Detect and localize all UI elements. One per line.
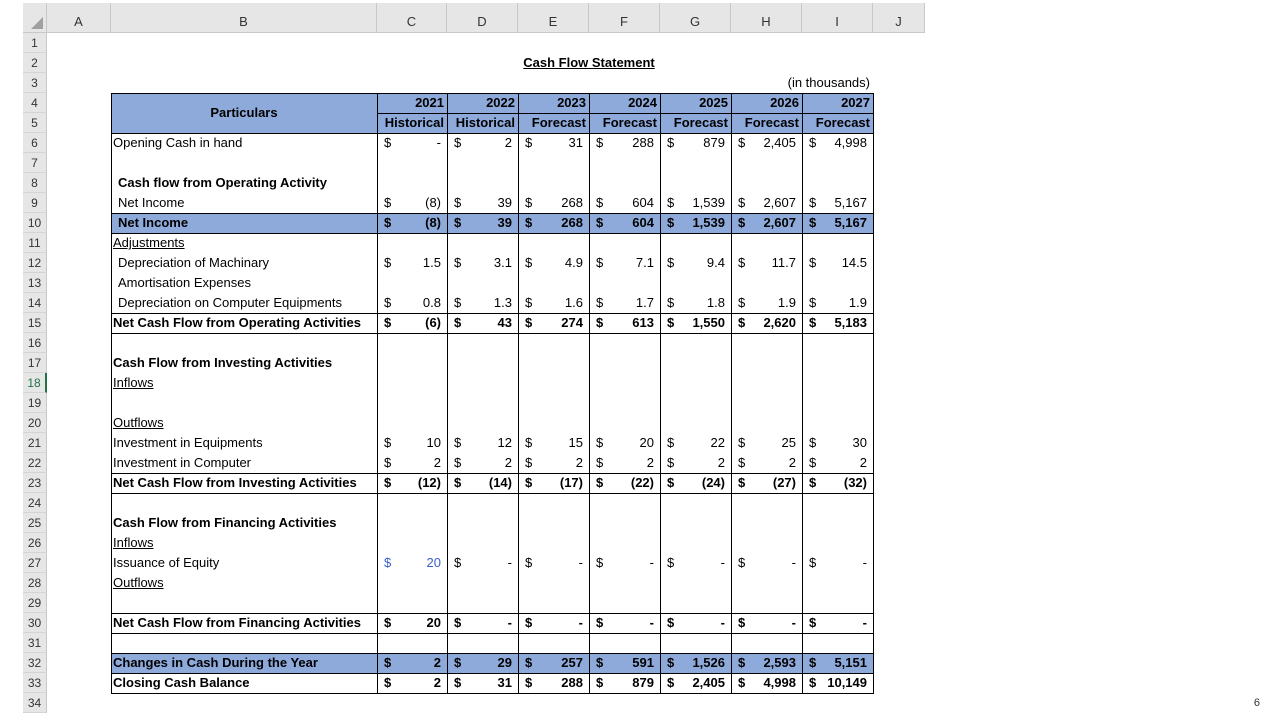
row-label[interactable]: Changes in Cash During the Year xyxy=(113,655,318,670)
currency-symbol: $ xyxy=(454,135,462,150)
column-divider xyxy=(589,93,590,693)
row-header-31[interactable]: 31 xyxy=(23,633,47,653)
currency-symbol: $ xyxy=(596,435,604,450)
sheet-title[interactable]: Cash Flow Statement xyxy=(523,55,655,70)
header-type[interactable]: Forecast xyxy=(673,115,728,130)
value-cell[interactable]: 268 xyxy=(561,215,583,230)
currency-symbol: $ xyxy=(454,615,462,630)
value-cell[interactable]: 3.1 xyxy=(493,255,512,270)
column-header-c[interactable]: C xyxy=(377,3,447,33)
row-header-7[interactable]: 7 xyxy=(23,153,47,173)
currency-symbol: $ xyxy=(809,435,817,450)
currency-symbol: $ xyxy=(809,455,817,470)
header-particulars[interactable]: Particulars xyxy=(210,105,278,120)
value-cell[interactable]: (27) xyxy=(772,475,796,490)
value-cell[interactable]: 10,149 xyxy=(827,675,867,690)
currency-symbol: $ xyxy=(454,255,462,270)
row-label[interactable]: Cash flow from Operating Activity xyxy=(118,175,327,190)
row-label[interactable]: Net Cash Flow from Investing Activities xyxy=(113,475,357,490)
table-border-left xyxy=(111,93,112,693)
currency-symbol: $ xyxy=(809,655,817,670)
row-label[interactable]: Closing Cash Balance xyxy=(113,675,250,690)
value-cell[interactable]: 2 xyxy=(504,455,512,470)
currency-symbol: $ xyxy=(525,555,533,570)
currency-symbol: $ xyxy=(809,555,817,570)
column-header-d[interactable]: D xyxy=(447,3,518,33)
value-cell[interactable]: 257 xyxy=(561,655,583,670)
currency-symbol: $ xyxy=(809,615,817,630)
header-divider xyxy=(377,113,873,114)
row-label[interactable]: Amortisation Expenses xyxy=(118,275,251,290)
currency-symbol: $ xyxy=(525,195,533,210)
currency-symbol: $ xyxy=(525,315,533,330)
value-cell[interactable]: - xyxy=(720,555,725,570)
table-border-right xyxy=(873,93,874,693)
value-cell[interactable]: (14) xyxy=(488,475,512,490)
currency-symbol: $ xyxy=(738,315,746,330)
row-header-34[interactable]: 34 xyxy=(23,693,47,713)
row-divider xyxy=(111,473,874,474)
row-header-5[interactable]: 5 xyxy=(23,113,47,133)
value-cell[interactable]: - xyxy=(649,615,654,630)
row-header-11[interactable]: 11 xyxy=(23,233,47,253)
row-label[interactable]: Adjustments xyxy=(113,235,185,250)
row-label[interactable]: Inflows xyxy=(113,535,154,550)
currency-symbol: $ xyxy=(738,435,746,450)
row-header-3[interactable]: 3 xyxy=(23,73,47,93)
header-type[interactable]: Historical xyxy=(384,115,444,130)
table-border-top xyxy=(111,93,874,94)
row-label[interactable]: Net Cash Flow from Financing Activities xyxy=(113,615,361,630)
currency-symbol: $ xyxy=(667,255,675,270)
row-label[interactable]: Net Cash Flow from Operating Activities xyxy=(113,315,362,330)
row-header-33[interactable]: 33 xyxy=(23,673,47,693)
value-cell[interactable]: 31 xyxy=(568,135,583,150)
value-cell[interactable]: 12 xyxy=(497,435,512,450)
row-header-13[interactable]: 13 xyxy=(23,273,47,293)
row-divider xyxy=(111,133,874,134)
currency-symbol: $ xyxy=(596,475,604,490)
currency-symbol: $ xyxy=(384,135,392,150)
value-cell[interactable]: 274 xyxy=(561,315,583,330)
header-type[interactable]: Forecast xyxy=(531,115,586,130)
column-header-g[interactable]: G xyxy=(660,3,731,33)
value-cell[interactable]: 1.3 xyxy=(493,295,512,310)
currency-symbol: $ xyxy=(384,455,392,470)
row-label[interactable]: Depreciation of Machinary xyxy=(118,255,270,270)
currency-symbol: $ xyxy=(454,315,462,330)
select-all-triangle-icon xyxy=(31,17,43,29)
currency-symbol: $ xyxy=(738,455,746,470)
row-header-25[interactable]: 25 xyxy=(23,513,47,533)
currency-symbol: $ xyxy=(738,555,746,570)
currency-symbol: $ xyxy=(667,675,675,690)
row-divider xyxy=(111,233,874,234)
value-cell[interactable]: (22) xyxy=(630,475,654,490)
value-cell[interactable]: 11.7 xyxy=(771,255,796,270)
currency-symbol: $ xyxy=(384,215,392,230)
value-cell[interactable]: 879 xyxy=(632,675,654,690)
row-header-16[interactable]: 16 xyxy=(23,333,47,353)
value-cell[interactable]: 9.4 xyxy=(706,255,725,270)
row-header-10[interactable]: 10 xyxy=(23,213,47,233)
row-header-27[interactable]: 27 xyxy=(23,553,47,573)
value-cell[interactable]: 4,998 xyxy=(834,135,867,150)
row-header-12[interactable]: 12 xyxy=(23,253,47,273)
value-cell[interactable]: 7.1 xyxy=(635,255,654,270)
value-cell[interactable]: - xyxy=(649,555,654,570)
column-divider xyxy=(518,93,519,693)
currency-symbol: $ xyxy=(525,615,533,630)
currency-symbol: $ xyxy=(454,675,462,690)
currency-symbol: $ xyxy=(667,455,675,470)
currency-symbol: $ xyxy=(809,195,817,210)
currency-symbol: $ xyxy=(525,435,533,450)
row-header-22[interactable]: 22 xyxy=(23,453,47,473)
currency-symbol: $ xyxy=(596,135,604,150)
currency-symbol: $ xyxy=(454,455,462,470)
currency-symbol: $ xyxy=(454,195,462,210)
value-cell[interactable]: 2 xyxy=(717,455,725,470)
value-cell[interactable]: 1,539 xyxy=(692,195,725,210)
value-cell[interactable]: - xyxy=(507,615,512,630)
row-header-17[interactable]: 17 xyxy=(23,353,47,373)
header-year-2025[interactable]: 2025 xyxy=(699,95,728,110)
value-cell[interactable]: 1.8 xyxy=(706,295,725,310)
currency-symbol: $ xyxy=(596,255,604,270)
currency-symbol: $ xyxy=(454,655,462,670)
row-label[interactable]: Issuance of Equity xyxy=(113,555,220,570)
value-cell[interactable]: (8) xyxy=(425,215,441,230)
row-divider xyxy=(111,333,874,334)
value-cell[interactable]: - xyxy=(791,615,796,630)
row-label[interactable]: Opening Cash in hand xyxy=(113,135,243,150)
currency-symbol: $ xyxy=(454,215,462,230)
value-cell[interactable]: 1.7 xyxy=(635,295,654,310)
currency-symbol: $ xyxy=(738,215,746,230)
currency-symbol: $ xyxy=(454,555,462,570)
currency-symbol: $ xyxy=(667,555,675,570)
value-cell[interactable]: 25 xyxy=(781,435,796,450)
header-type[interactable]: Forecast xyxy=(815,115,870,130)
currency-symbol: $ xyxy=(384,315,392,330)
column-divider xyxy=(660,93,661,693)
currency-symbol: $ xyxy=(525,675,533,690)
row-header-30[interactable]: 30 xyxy=(23,613,47,633)
currency-symbol: $ xyxy=(384,655,392,670)
value-cell[interactable]: 1.6 xyxy=(564,295,583,310)
currency-symbol: $ xyxy=(667,315,675,330)
value-cell[interactable]: - xyxy=(578,555,583,570)
value-cell[interactable]: - xyxy=(578,615,583,630)
value-cell[interactable]: - xyxy=(862,555,867,570)
currency-symbol: $ xyxy=(809,135,817,150)
value-cell[interactable]: 39 xyxy=(497,215,512,230)
header-year-2024[interactable]: 2024 xyxy=(628,95,657,110)
row-label[interactable]: Investment in Equipments xyxy=(113,435,263,450)
currency-symbol: $ xyxy=(738,675,746,690)
value-cell[interactable]: 2 xyxy=(433,655,441,670)
row-label[interactable]: Outflows xyxy=(113,415,164,430)
value-cell[interactable]: 1,526 xyxy=(692,655,725,670)
row-label[interactable]: Outflows xyxy=(113,575,164,590)
header-type[interactable]: Forecast xyxy=(602,115,657,130)
column-divider xyxy=(731,93,732,693)
column-divider xyxy=(377,93,378,693)
row-header-6[interactable]: 6 xyxy=(23,133,47,153)
value-cell[interactable]: (12) xyxy=(417,475,441,490)
currency-symbol: $ xyxy=(596,555,604,570)
currency-symbol: $ xyxy=(667,475,675,490)
value-cell[interactable]: 2 xyxy=(859,455,867,470)
value-cell[interactable]: 604 xyxy=(632,215,654,230)
currency-symbol: $ xyxy=(809,315,817,330)
value-cell[interactable]: 30 xyxy=(852,435,867,450)
header-year-2026[interactable]: 2026 xyxy=(770,95,799,110)
currency-symbol: $ xyxy=(809,215,817,230)
value-cell[interactable]: 5,167 xyxy=(834,195,867,210)
value-cell[interactable]: 2,405 xyxy=(692,675,725,690)
value-cell[interactable]: 2 xyxy=(646,455,654,470)
value-cell[interactable]: 43 xyxy=(497,315,512,330)
header-year-2022[interactable]: 2022 xyxy=(486,95,515,110)
value-cell[interactable]: 2,607 xyxy=(763,215,796,230)
row-header-8[interactable]: 8 xyxy=(23,173,47,193)
value-cell[interactable]: 5,151 xyxy=(834,655,867,670)
currency-symbol: $ xyxy=(738,615,746,630)
value-cell[interactable]: 0.8 xyxy=(422,295,441,310)
value-cell[interactable]: 2 xyxy=(788,455,796,470)
value-cell[interactable]: - xyxy=(720,615,725,630)
currency-symbol: $ xyxy=(738,255,746,270)
currency-symbol: $ xyxy=(738,135,746,150)
row-divider xyxy=(111,673,874,674)
currency-symbol: $ xyxy=(809,255,817,270)
currency-symbol: $ xyxy=(809,295,817,310)
currency-symbol: $ xyxy=(525,295,533,310)
page-number: 6 xyxy=(1253,697,1260,709)
row-label[interactable]: Cash Flow from Financing Activities xyxy=(113,515,337,530)
currency-symbol: $ xyxy=(454,475,462,490)
value-cell[interactable]: - xyxy=(791,555,796,570)
row-label[interactable]: Net Income xyxy=(118,195,185,210)
row-header-26[interactable]: 26 xyxy=(23,533,47,553)
column-header-e[interactable]: E xyxy=(518,3,589,33)
value-cell[interactable]: 604 xyxy=(632,195,654,210)
value-cell[interactable]: 5,183 xyxy=(834,315,867,330)
currency-symbol: $ xyxy=(596,675,604,690)
row-header-9[interactable]: 9 xyxy=(23,193,47,213)
currency-symbol: $ xyxy=(596,455,604,470)
column-header-h[interactable]: H xyxy=(731,3,802,33)
currency-symbol: $ xyxy=(384,615,392,630)
value-cell[interactable]: 2 xyxy=(433,675,441,690)
value-cell[interactable]: 2,593 xyxy=(763,655,796,670)
row-divider xyxy=(111,633,874,634)
currency-symbol: $ xyxy=(667,295,675,310)
value-cell[interactable]: 22 xyxy=(710,435,725,450)
value-cell[interactable]: 10 xyxy=(426,435,441,450)
currency-symbol: $ xyxy=(384,555,392,570)
value-cell[interactable]: 268 xyxy=(561,195,583,210)
currency-symbol: $ xyxy=(667,655,675,670)
value-cell[interactable]: 2 xyxy=(504,135,512,150)
row-divider xyxy=(111,613,874,614)
value-cell[interactable]: 20 xyxy=(639,435,654,450)
row-divider xyxy=(111,313,874,314)
value-cell[interactable]: (24) xyxy=(701,475,725,490)
header-type[interactable]: Historical xyxy=(455,115,515,130)
row-header-21[interactable]: 21 xyxy=(23,433,47,453)
value-cell[interactable]: 20 xyxy=(426,555,441,570)
row-label[interactable]: Cash Flow from Investing Activities xyxy=(113,355,333,370)
value-cell[interactable]: 591 xyxy=(632,655,654,670)
currency-symbol: $ xyxy=(454,435,462,450)
value-cell[interactable]: 1.9 xyxy=(777,295,796,310)
row-header-2[interactable]: 2 xyxy=(23,53,47,73)
currency-symbol: $ xyxy=(738,295,746,310)
value-cell[interactable]: 15 xyxy=(568,435,583,450)
currency-symbol: $ xyxy=(596,315,604,330)
column-divider xyxy=(447,93,448,693)
currency-symbol: $ xyxy=(384,195,392,210)
currency-symbol: $ xyxy=(596,655,604,670)
currency-symbol: $ xyxy=(596,615,604,630)
value-cell[interactable]: 2,620 xyxy=(763,315,796,330)
row-label[interactable]: Investment in Computer xyxy=(113,455,252,470)
value-cell[interactable]: 1,539 xyxy=(692,215,725,230)
value-cell[interactable]: 14.5 xyxy=(841,255,867,270)
value-cell[interactable]: 1,550 xyxy=(692,315,725,330)
row-header-29[interactable]: 29 xyxy=(23,593,47,613)
row-header-24[interactable]: 24 xyxy=(23,493,47,513)
row-header-1[interactable]: 1 xyxy=(23,33,47,53)
row-header-20[interactable]: 20 xyxy=(23,413,47,433)
value-cell[interactable]: 1.5 xyxy=(422,255,441,270)
value-cell[interactable]: 288 xyxy=(561,675,583,690)
value-cell[interactable]: - xyxy=(436,135,441,150)
header-year-2023[interactable]: 2023 xyxy=(557,95,586,110)
currency-symbol: $ xyxy=(525,655,533,670)
currency-symbol: $ xyxy=(525,215,533,230)
value-cell[interactable]: 4,998 xyxy=(763,675,796,690)
currency-symbol: $ xyxy=(667,215,675,230)
value-cell[interactable]: 5,167 xyxy=(834,215,867,230)
currency-symbol: $ xyxy=(596,215,604,230)
value-cell[interactable]: 879 xyxy=(703,135,725,150)
currency-symbol: $ xyxy=(809,675,817,690)
unit-note[interactable]: (in thousands) xyxy=(787,75,870,90)
column-header-i[interactable]: I xyxy=(802,3,873,33)
value-cell[interactable]: 2 xyxy=(575,455,583,470)
value-cell[interactable]: - xyxy=(507,555,512,570)
currency-symbol: $ xyxy=(384,675,392,690)
currency-symbol: $ xyxy=(667,135,675,150)
row-header-23[interactable]: 23 xyxy=(23,473,47,493)
value-cell[interactable]: 31 xyxy=(497,675,512,690)
currency-symbol: $ xyxy=(596,295,604,310)
currency-symbol: $ xyxy=(596,195,604,210)
currency-symbol: $ xyxy=(525,455,533,470)
currency-symbol: $ xyxy=(384,435,392,450)
currency-symbol: $ xyxy=(384,295,392,310)
currency-symbol: $ xyxy=(667,435,675,450)
value-cell[interactable]: 2 xyxy=(433,455,441,470)
row-header-4[interactable]: 4 xyxy=(23,93,47,113)
currency-symbol: $ xyxy=(738,475,746,490)
header-type[interactable]: Forecast xyxy=(744,115,799,130)
table-border-bottom xyxy=(111,693,874,694)
value-cell[interactable]: - xyxy=(862,615,867,630)
row-label[interactable]: Depreciation on Computer Equipments xyxy=(118,295,343,310)
currency-symbol: $ xyxy=(809,475,817,490)
value-cell[interactable]: (32) xyxy=(843,475,867,490)
currency-symbol: $ xyxy=(738,655,746,670)
value-cell[interactable]: 2,405 xyxy=(763,135,796,150)
currency-symbol: $ xyxy=(384,255,392,270)
row-divider xyxy=(111,213,874,214)
row-header-19[interactable]: 19 xyxy=(23,393,47,413)
row-label[interactable]: Net Income xyxy=(118,215,189,230)
row-header-15[interactable]: 15 xyxy=(23,313,47,333)
value-cell[interactable]: 613 xyxy=(632,315,654,330)
currency-symbol: $ xyxy=(384,475,392,490)
currency-symbol: $ xyxy=(667,195,675,210)
value-cell[interactable]: 20 xyxy=(426,615,441,630)
currency-symbol: $ xyxy=(525,475,533,490)
header-year-2027[interactable]: 2027 xyxy=(841,95,870,110)
currency-symbol: $ xyxy=(454,295,462,310)
row-divider xyxy=(111,493,874,494)
column-header-f[interactable]: F xyxy=(589,3,660,33)
value-cell[interactable]: (17) xyxy=(559,475,583,490)
row-header-28[interactable]: 28 xyxy=(23,573,47,593)
value-cell[interactable]: 2,607 xyxy=(763,195,796,210)
column-header-a[interactable]: A xyxy=(47,3,111,33)
row-header-14[interactable]: 14 xyxy=(23,293,47,313)
value-cell[interactable]: 29 xyxy=(497,655,512,670)
currency-symbol: $ xyxy=(525,255,533,270)
row-divider xyxy=(111,653,874,654)
column-header-b[interactable]: B xyxy=(111,3,377,33)
value-cell[interactable]: 4.9 xyxy=(564,255,583,270)
value-cell[interactable]: 1.9 xyxy=(848,295,867,310)
row-label[interactable]: Inflows xyxy=(113,375,154,390)
currency-symbol: $ xyxy=(525,135,533,150)
value-cell[interactable]: 288 xyxy=(632,135,654,150)
row-header-18[interactable]: 18 xyxy=(23,373,47,393)
select-all-corner[interactable] xyxy=(23,3,47,33)
currency-symbol: $ xyxy=(738,195,746,210)
row-header-32[interactable]: 32 xyxy=(23,653,47,673)
value-cell[interactable]: (6) xyxy=(425,315,441,330)
column-divider xyxy=(802,93,803,693)
value-cell[interactable]: (8) xyxy=(425,195,441,210)
column-header-j[interactable]: J xyxy=(873,3,925,33)
header-year-2021[interactable]: 2021 xyxy=(415,95,444,110)
currency-symbol: $ xyxy=(667,615,675,630)
value-cell[interactable]: 39 xyxy=(497,195,512,210)
